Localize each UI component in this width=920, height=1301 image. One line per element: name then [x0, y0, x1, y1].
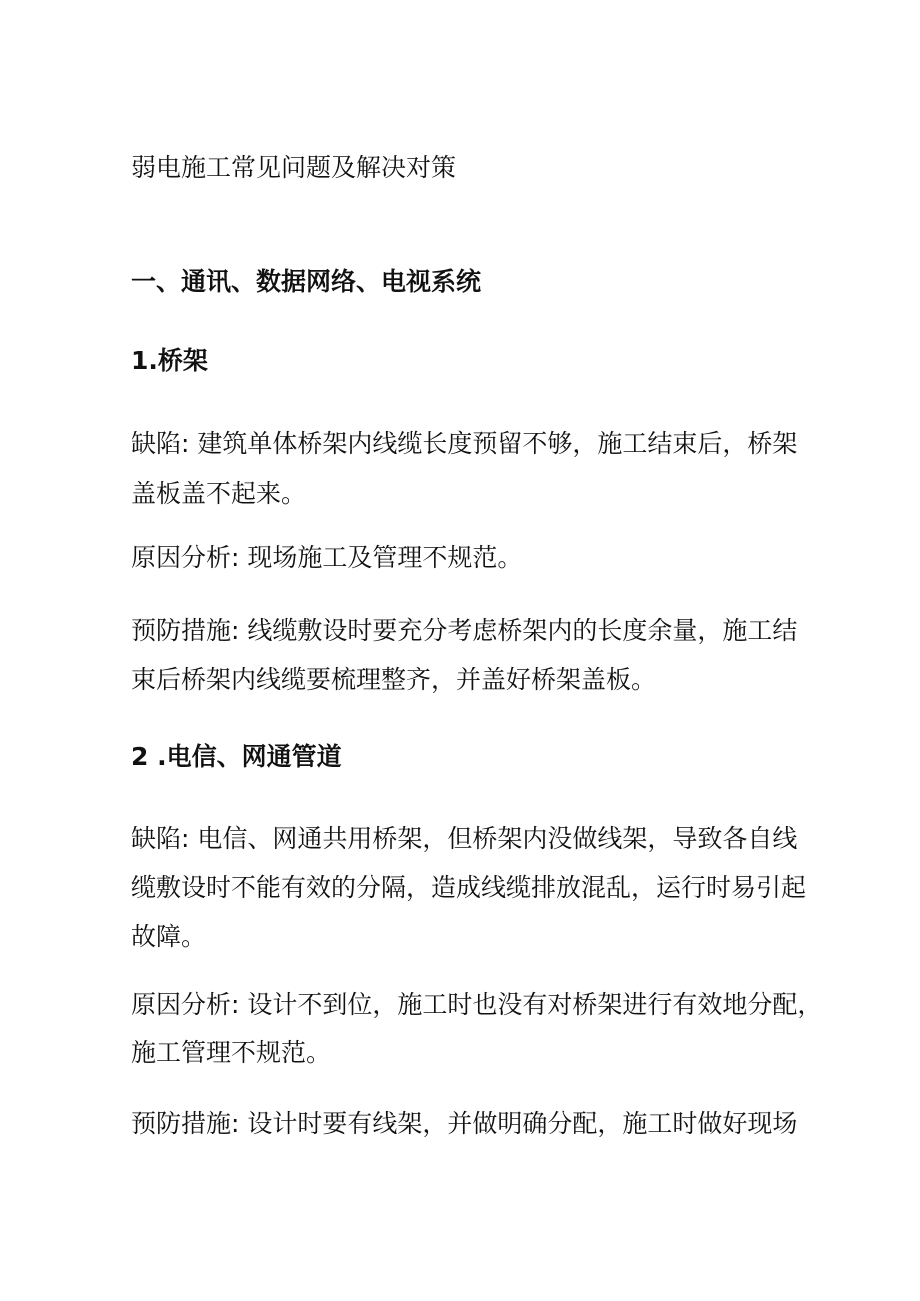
- cause-line-1: 原因分析: 现场施工及管理不规范。: [131, 543, 523, 572]
- prevention2-line-1: 预防措施: 设计时要有线架，并做明确分配，施工时做好现场: [131, 1109, 798, 1138]
- prevention-line-1: 预防措施: 线缆敷设时要充分考虑桥架内的长度余量，施工结: [131, 616, 798, 645]
- subsection-heading-bridge: 1.桥架: [131, 346, 208, 375]
- prevention-line-2: 束后桥架内线缆要梳理整齐，并盖好桥架盖板。: [131, 665, 657, 694]
- subsection-heading-telecom: 2 .电信、网通管道: [131, 742, 342, 771]
- defect2-line-1: 缺陷: 电信、网通共用桥架，但桥架内没做线架，导致各自线: [131, 824, 798, 853]
- section-heading: 一、通讯、数据网络、电视系统: [131, 267, 482, 296]
- defect2-line-2: 缆敷设时不能有效的分隔，造成线缆排放混乱，运行时易引起: [131, 873, 807, 902]
- document-title: 弱电施工常见问题及解决对策: [131, 153, 457, 182]
- cause2-line-2: 施工管理不规范。: [131, 1038, 332, 1067]
- defect2-line-3: 故障。: [131, 922, 207, 951]
- defect-line-2: 盖板盖不起来。: [131, 479, 307, 508]
- cause2-line-1: 原因分析: 设计不到位，施工时也没有对桥架进行有效地分配，: [131, 990, 823, 1019]
- defect-line-1: 缺陷: 建筑单体桥架内线缆长度预留不够，施工结束后，桥架: [131, 429, 798, 458]
